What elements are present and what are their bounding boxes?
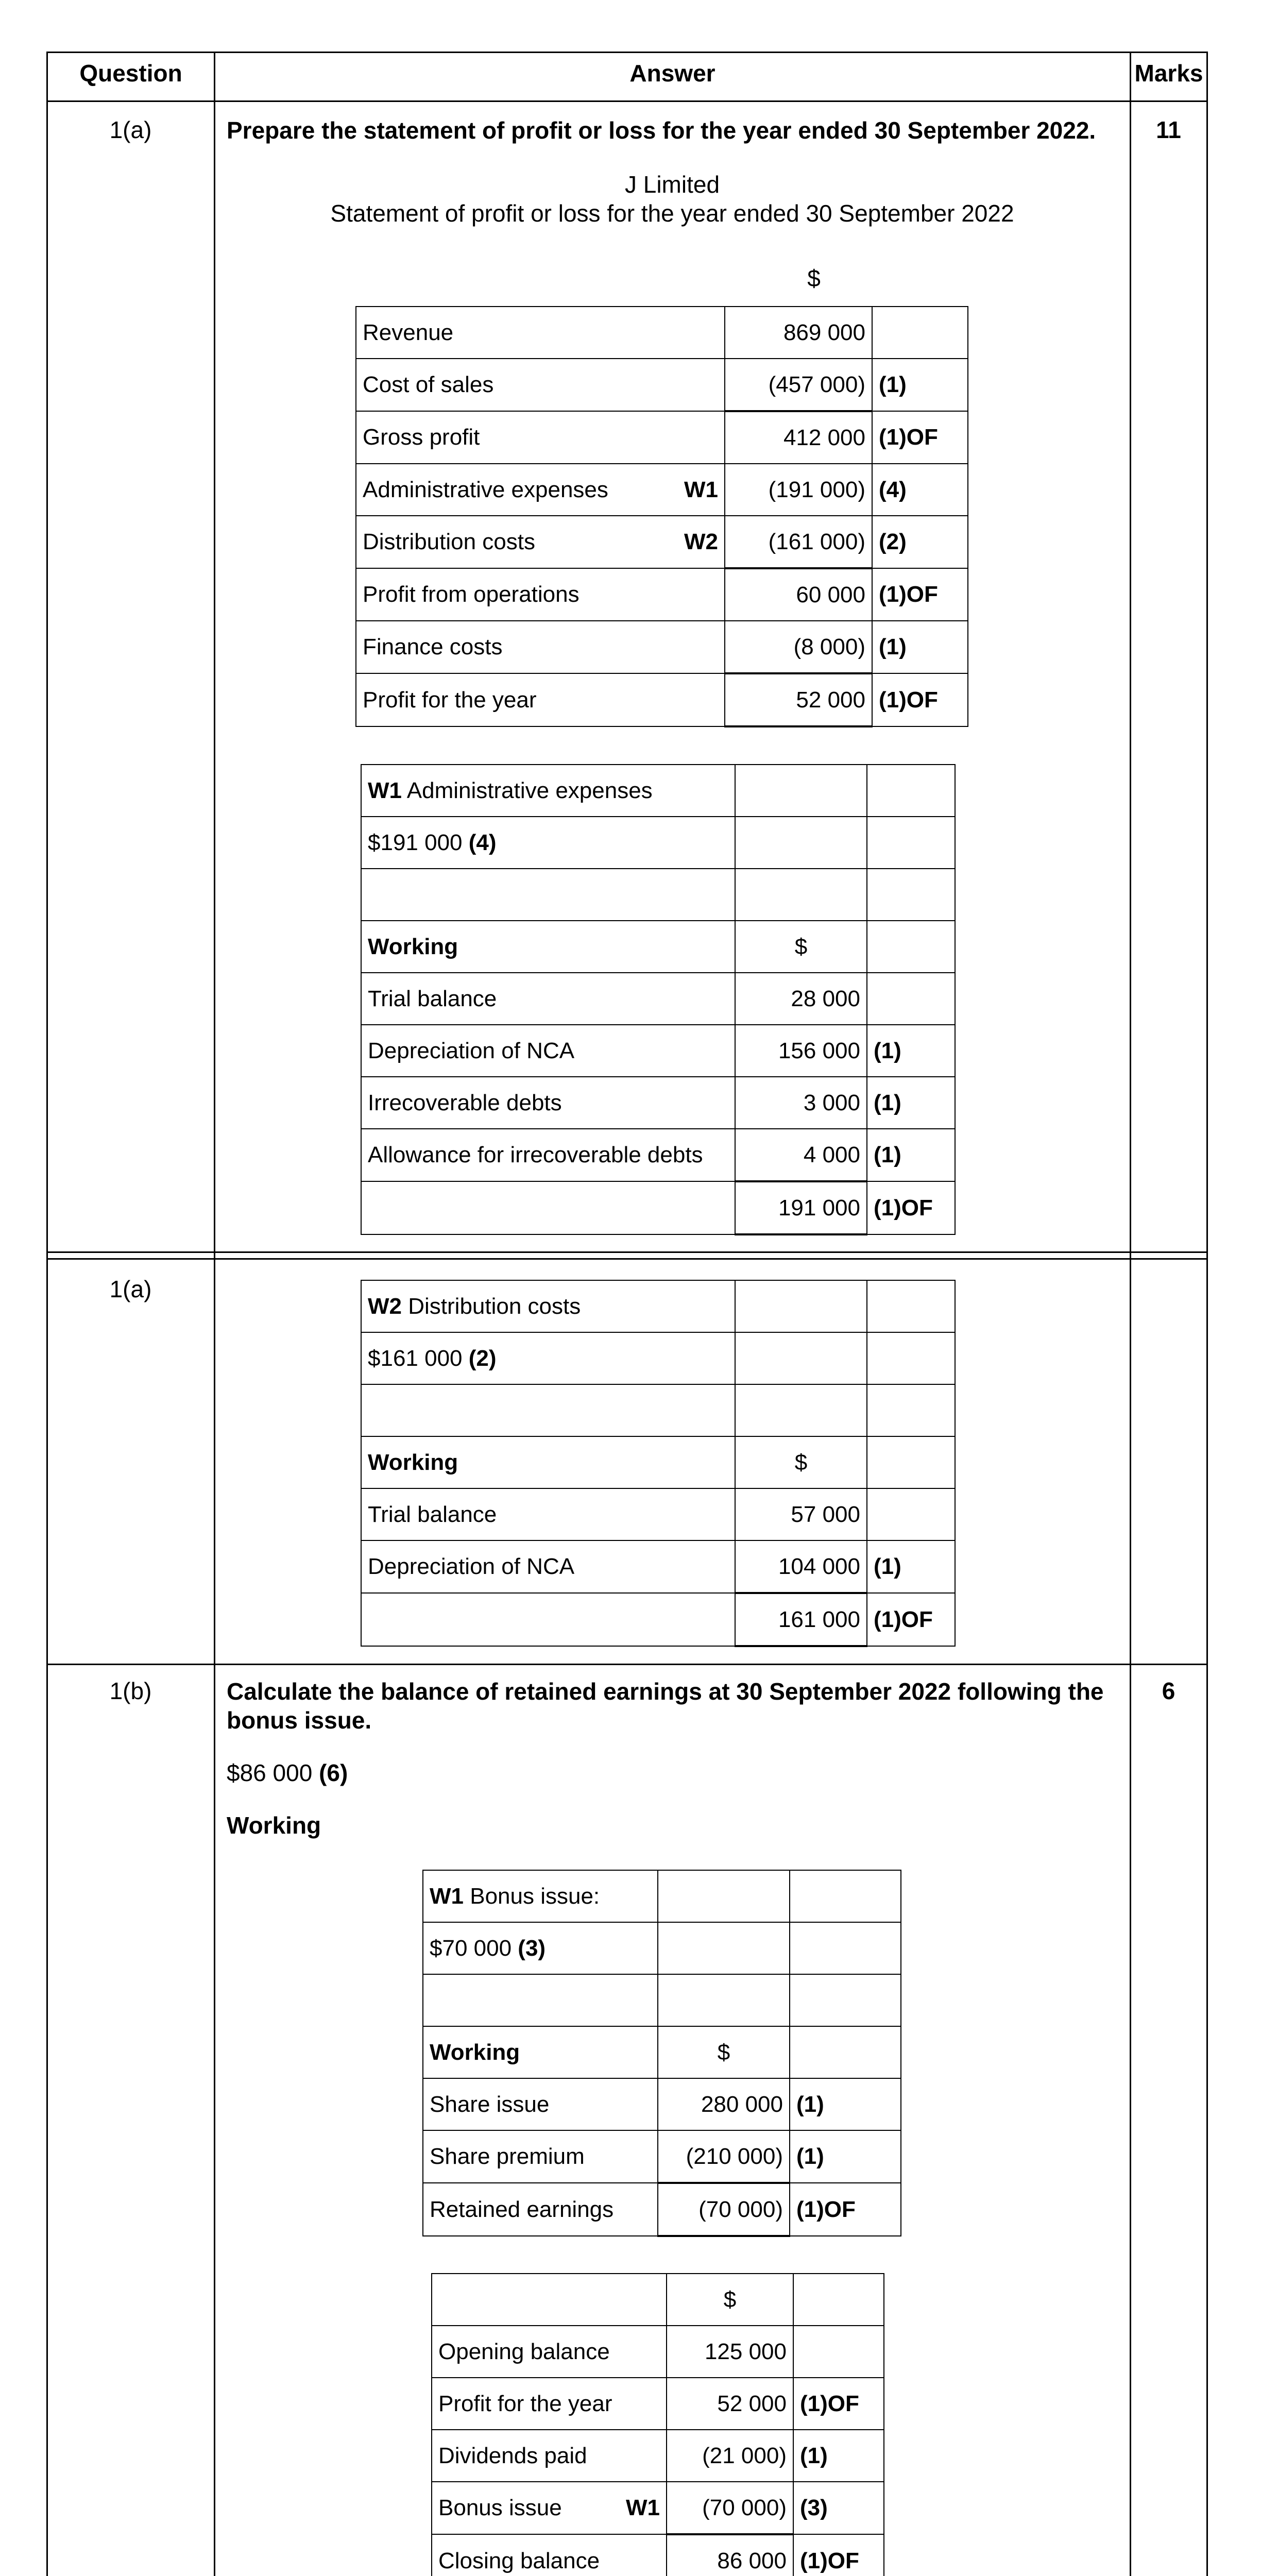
working-ref: W1 (368, 777, 402, 803)
table-row (423, 1922, 901, 1974)
working-heading: Working (361, 1436, 735, 1488)
row-value: (210 000) (658, 2130, 790, 2183)
working-title (361, 1280, 735, 1332)
row-mark: (2) (872, 516, 968, 568)
header-marks: Marks (1134, 60, 1203, 87)
table-row (356, 673, 968, 726)
company-name: J Limited (624, 171, 720, 198)
row-value: (70 000) (658, 2183, 790, 2236)
table-row (432, 2482, 884, 2534)
w1-bonus-issue-table (422, 1870, 901, 2237)
working-ref: W2 (684, 529, 718, 554)
currency-heading: $ (735, 1436, 867, 1488)
working-title-text: Bonus issue: (470, 1883, 600, 1909)
working-heading: Working (361, 921, 735, 973)
table-row (356, 464, 968, 516)
question-prompt: Calculate the balance of retained earnings at 30 September 2022 following the bonus issue. (227, 1678, 1104, 1734)
row-mark (793, 2326, 884, 2378)
row-mark: (1) (872, 621, 968, 673)
row-value: 412 000 (725, 411, 872, 464)
row-label: Profit for the year (432, 2378, 667, 2430)
row-label: Depreciation of NCA (361, 1540, 735, 1593)
table-row (361, 1488, 955, 1540)
row-mark: (1)OF (793, 2378, 884, 2430)
row-mark: (1) (867, 1129, 955, 1181)
question-prompt: Prepare the statement of profit or loss for the year ended 30 September 2022. (227, 117, 1096, 144)
currency-heading: $ (807, 265, 821, 292)
row-label: Administrative expenses (363, 477, 608, 502)
table-row (361, 869, 955, 921)
working-answer (361, 817, 735, 869)
row-label: Retained earnings (423, 2183, 658, 2236)
row-value: 280 000 (658, 2078, 790, 2130)
table-row (356, 621, 968, 673)
row-label: Share premium (423, 2130, 658, 2183)
working-title (361, 765, 735, 817)
row-value: 156 000 (735, 1025, 867, 1077)
row-value: 869 000 (725, 307, 872, 359)
row-label: Depreciation of NCA (361, 1025, 735, 1077)
row-value: 104 000 (735, 1540, 867, 1593)
table-row (356, 307, 968, 359)
answer-mark: (3) (518, 1935, 546, 1961)
answer-value: $191 000 (368, 829, 463, 855)
working-ref: W1 (684, 477, 718, 502)
working-answer (361, 1332, 735, 1384)
table-row (423, 2026, 901, 2078)
table-row (361, 1540, 955, 1593)
table-row (432, 2430, 884, 2482)
statement-title: Statement of profit or loss for the year ended 30 September 2022 (330, 200, 1014, 227)
row-label: Closing balance (432, 2534, 667, 2576)
row-divider (46, 1664, 1208, 1665)
row-label: Trial balance (361, 1488, 735, 1540)
working-answer (423, 1922, 658, 1974)
table-row (356, 411, 968, 464)
row-mark: (1) (790, 2078, 901, 2130)
table-row (423, 1870, 901, 1922)
retained-earnings-table (431, 2273, 884, 2576)
row-mark (867, 973, 955, 1025)
table-row (432, 2534, 884, 2576)
row-value: 57 000 (735, 1488, 867, 1540)
row-mark: (1) (872, 359, 968, 411)
working-title-text: Administrative expenses (406, 777, 653, 803)
row-mark: (1)OF (872, 411, 968, 464)
row-divider (46, 1251, 1208, 1253)
row-label: Share issue (423, 2078, 658, 2130)
question-label: 1(b) (109, 1677, 152, 1704)
row-mark: (1)OF (872, 673, 968, 726)
total-value: 161 000 (735, 1593, 867, 1646)
row-mark (867, 1488, 955, 1540)
table-row (361, 1384, 955, 1436)
row-mark: (1) (867, 1025, 955, 1077)
total-value: 191 000 (735, 1181, 867, 1234)
row-value: 86 000 (667, 2534, 793, 2576)
table-row (361, 1593, 955, 1646)
row-label: Revenue (356, 307, 725, 359)
table-row (356, 359, 968, 411)
answer-mark: (2) (468, 1345, 497, 1371)
question-label: 1(a) (109, 116, 152, 143)
working-heading: Working (423, 2026, 658, 2078)
row-mark: (1) (790, 2130, 901, 2183)
row-divider (46, 1258, 1208, 1260)
question-marks: 11 (1156, 116, 1181, 143)
row-value: (161 000) (725, 516, 872, 568)
currency-heading: $ (735, 921, 867, 973)
row-value: (191 000) (725, 464, 872, 516)
row-label: Allowance for irrecoverable debts (361, 1129, 735, 1181)
question-marks: 6 (1162, 1677, 1175, 1704)
answer-mark: (4) (468, 829, 497, 855)
total-mark: (1)OF (867, 1181, 955, 1234)
row-label-cell (356, 464, 725, 516)
answer-value: $86 000 (227, 1759, 313, 1786)
table-row (361, 1280, 955, 1332)
currency-heading: $ (658, 2026, 790, 2078)
table-row (361, 817, 955, 869)
working-title-text: Distribution costs (408, 1293, 581, 1319)
row-label-cell (356, 516, 725, 568)
row-mark (872, 307, 968, 359)
frame-left (46, 52, 48, 2576)
row-value: (21 000) (667, 2430, 793, 2482)
row-mark: (1) (867, 1540, 955, 1593)
w1-admin-expenses-table (361, 764, 956, 1235)
currency-heading: $ (667, 2274, 793, 2326)
row-value: (457 000) (725, 359, 872, 411)
row-mark: (1)OF (793, 2534, 884, 2576)
working-title (423, 1870, 658, 1922)
row-label: Irrecoverable debts (361, 1077, 735, 1129)
row-label: Bonus issue (438, 2495, 562, 2520)
row-value: 60 000 (725, 568, 872, 621)
header-question: Question (79, 60, 182, 87)
row-value: (70 000) (667, 2482, 793, 2534)
table-row (356, 516, 968, 568)
header-answer: Answer (629, 60, 715, 87)
row-value: 52 000 (725, 673, 872, 726)
q1b-body (227, 1677, 1118, 1840)
row-mark: (1) (793, 2430, 884, 2482)
row-label: Gross profit (356, 411, 725, 464)
table-row (361, 1077, 955, 1129)
answer-value: $161 000 (368, 1345, 463, 1371)
frame-col1 (214, 52, 215, 2576)
row-label: Dividends paid (432, 2430, 667, 2482)
row-label: Trial balance (361, 973, 735, 1025)
answer-line (227, 1758, 1118, 1787)
row-value: 52 000 (667, 2378, 793, 2430)
table-row (356, 568, 968, 621)
working-ref: W1 (626, 2495, 660, 2520)
question-label: 1(a) (109, 1276, 152, 1302)
header-bottom (46, 100, 1208, 102)
table-row (423, 2130, 901, 2183)
row-value: 28 000 (735, 973, 867, 1025)
row-label: Distribution costs (363, 529, 536, 554)
row-label: Opening balance (432, 2326, 667, 2378)
row-value: 4 000 (735, 1129, 867, 1181)
row-label-cell (432, 2482, 667, 2534)
row-mark: (1) (867, 1077, 955, 1129)
row-mark: (3) (793, 2482, 884, 2534)
table-row (361, 973, 955, 1025)
row-mark: (1)OF (790, 2183, 901, 2236)
row-label: Profit for the year (356, 673, 725, 726)
table-row (361, 1181, 955, 1234)
table-row (423, 2183, 901, 2236)
row-mark: (1)OF (872, 568, 968, 621)
frame-right (1206, 52, 1208, 2576)
table-row (423, 2078, 901, 2130)
table-row (432, 2326, 884, 2378)
table-row (361, 921, 955, 973)
working-heading: Working (227, 1812, 321, 1839)
table-row (361, 1025, 955, 1077)
answer-mark: (6) (319, 1759, 348, 1786)
q1a-prompt (227, 116, 1118, 145)
row-label: Cost of sales (356, 359, 725, 411)
table-row (423, 1974, 901, 2026)
table-row (361, 1332, 955, 1384)
w2-distribution-costs-table (361, 1280, 956, 1647)
table-row (361, 1436, 955, 1488)
frame-col2 (1130, 52, 1131, 2576)
row-label: Profit from operations (356, 568, 725, 621)
row-mark: (4) (872, 464, 968, 516)
answer-value: $70 000 (430, 1935, 512, 1961)
table-row (361, 765, 955, 817)
table-row (432, 2274, 884, 2326)
working-ref: W2 (368, 1293, 402, 1319)
row-value: (8 000) (725, 621, 872, 673)
row-label: Finance costs (356, 621, 725, 673)
table-row (361, 1129, 955, 1181)
row-value: 125 000 (667, 2326, 793, 2378)
table-row (432, 2378, 884, 2430)
working-ref: W1 (430, 1883, 464, 1909)
profit-loss-table (355, 306, 968, 727)
total-mark: (1)OF (867, 1593, 955, 1646)
frame-top (46, 52, 1208, 53)
row-value: 3 000 (735, 1077, 867, 1129)
